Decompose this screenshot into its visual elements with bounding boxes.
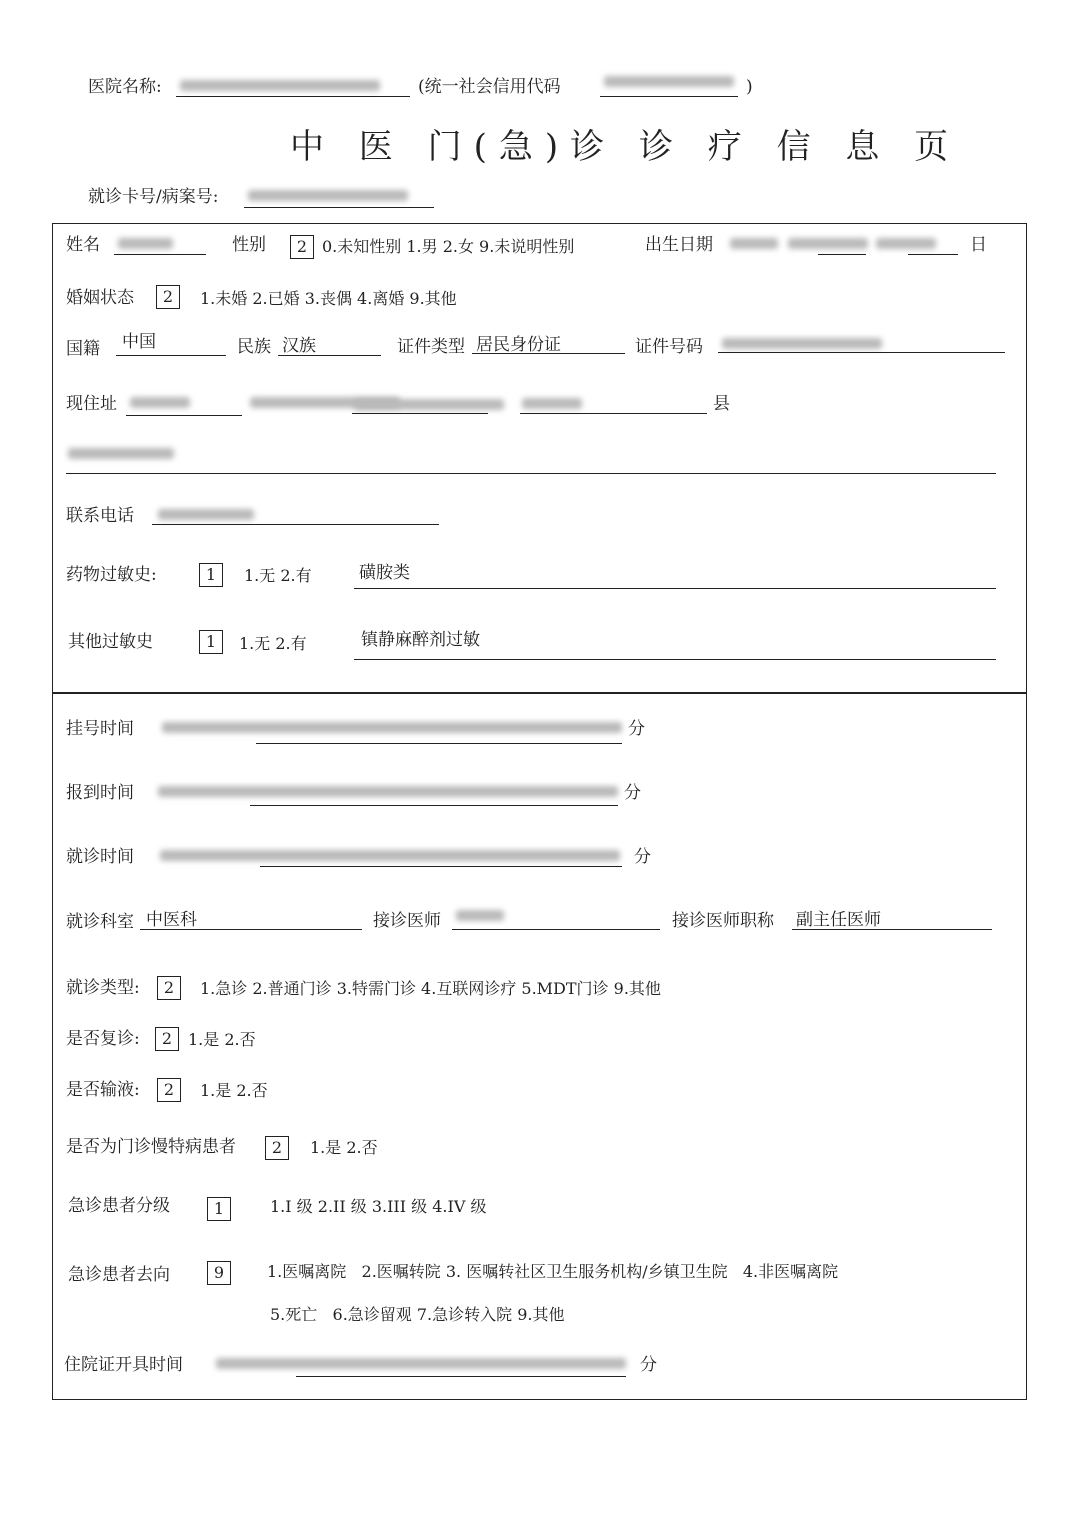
checkin-time-field[interactable] bbox=[250, 805, 618, 806]
drug-allergy-label: 药物过敏史: bbox=[66, 565, 157, 585]
visit-time-redacted bbox=[160, 850, 620, 861]
county-unit: 县 bbox=[713, 394, 730, 414]
birth-day-field[interactable] bbox=[908, 254, 958, 255]
name-field[interactable] bbox=[114, 254, 206, 255]
doctor-title-field[interactable] bbox=[792, 929, 992, 930]
card-number-field[interactable] bbox=[244, 207, 434, 208]
register-time-field[interactable] bbox=[256, 743, 622, 744]
phone-field[interactable] bbox=[152, 524, 439, 525]
admission-cert-time-field[interactable] bbox=[296, 1376, 626, 1377]
page-title: 中 医 门(急)诊 诊 疗 信 息 页 bbox=[290, 127, 961, 167]
gender-options: 0.未知性别 1.男 2.女 9.未说明性别 bbox=[322, 237, 575, 256]
revisit-options: 1.是 2.否 bbox=[188, 1030, 256, 1049]
address-label: 现住址 bbox=[66, 394, 117, 414]
admission-cert-time-minute: 分 bbox=[640, 1355, 657, 1375]
chronic-disease-label: 是否为门诊慢特病患者 bbox=[66, 1137, 236, 1157]
birth-day-unit: 日 bbox=[970, 235, 987, 255]
id-type-label: 证件类型 bbox=[397, 337, 465, 357]
birth-year-redacted bbox=[730, 238, 778, 249]
doctor-name-redacted bbox=[456, 910, 504, 921]
marital-status-options: 1.未婚 2.已婚 3.丧偶 4.离婚 9.其他 bbox=[200, 289, 457, 308]
other-allergy-checkbox[interactable]: 1 bbox=[199, 630, 223, 654]
doctor-title-label: 接诊医师职称 bbox=[672, 911, 774, 931]
chronic-disease-options: 1.是 2.否 bbox=[310, 1138, 378, 1157]
marital-status-checkbox[interactable]: 2 bbox=[156, 285, 180, 309]
drug-allergy-checkbox[interactable]: 1 bbox=[199, 563, 223, 587]
other-allergy-detail: 镇静麻醉剂过敏 bbox=[361, 630, 480, 650]
credit-code-label: (统一社会信用代码 bbox=[418, 77, 561, 97]
visit-type-options: 1.急诊 2.普通门诊 3.特需门诊 4.互联网诊疗 5.MDT门诊 9.其他 bbox=[200, 979, 661, 998]
birth-date-label: 出生日期 bbox=[645, 235, 713, 255]
ethnicity-label: 民族 bbox=[237, 337, 271, 357]
phone-redacted bbox=[158, 509, 254, 520]
revisit-label: 是否复诊: bbox=[66, 1029, 140, 1049]
hospital-name-redacted bbox=[180, 80, 380, 91]
admission-cert-time-label: 住院证开具时间 bbox=[64, 1355, 183, 1375]
department-value: 中医科 bbox=[146, 910, 197, 930]
er-destination-checkbox[interactable]: 9 bbox=[207, 1261, 231, 1285]
other-allergy-detail-field[interactable] bbox=[354, 659, 996, 660]
er-level-label: 急诊患者分级 bbox=[68, 1196, 170, 1216]
name-redacted bbox=[118, 238, 173, 249]
ethnicity-field[interactable] bbox=[278, 355, 381, 356]
other-allergy-label: 其他过敏史 bbox=[68, 632, 153, 652]
ethnicity-value: 汉族 bbox=[282, 336, 316, 356]
address-province-redacted bbox=[130, 397, 190, 408]
patient-info-section bbox=[52, 223, 1027, 694]
hospital-name-field[interactable] bbox=[176, 96, 410, 97]
drug-allergy-detail-field[interactable] bbox=[354, 588, 996, 589]
name-label: 姓名 bbox=[66, 235, 100, 255]
er-destination-options-line2: 5.死亡 6.急诊留观 7.急诊转入院 9.其他 bbox=[270, 1305, 565, 1324]
register-time-label: 挂号时间 bbox=[66, 719, 134, 739]
gender-label: 性别 bbox=[232, 235, 266, 255]
birth-month-field[interactable] bbox=[818, 254, 866, 255]
visit-time-minute: 分 bbox=[634, 847, 651, 867]
department-label: 就诊科室 bbox=[66, 912, 134, 932]
address-county-redacted bbox=[522, 398, 582, 409]
checkin-time-minute: 分 bbox=[624, 783, 641, 803]
checkin-time-redacted bbox=[158, 786, 618, 797]
address-district-redacted bbox=[354, 399, 504, 410]
visit-type-label: 就诊类型: bbox=[66, 978, 140, 998]
infusion-checkbox[interactable]: 2 bbox=[157, 1078, 181, 1102]
nationality-value: 中国 bbox=[122, 332, 156, 352]
address-province-field[interactable] bbox=[126, 415, 242, 416]
hospital-name-label: 医院名称: bbox=[88, 77, 162, 97]
register-time-redacted bbox=[162, 722, 622, 733]
address-detail-redacted bbox=[68, 448, 174, 459]
er-level-checkbox[interactable]: 1 bbox=[207, 1197, 231, 1221]
admission-cert-time-redacted bbox=[216, 1358, 626, 1369]
card-number-label: 就诊卡号/病案号: bbox=[88, 187, 219, 207]
credit-code-field[interactable] bbox=[600, 96, 738, 97]
birth-day-redacted bbox=[876, 238, 936, 249]
department-field[interactable] bbox=[140, 929, 362, 930]
visit-time-label: 就诊时间 bbox=[66, 847, 134, 867]
infusion-label: 是否输液: bbox=[66, 1080, 140, 1100]
revisit-checkbox[interactable]: 2 bbox=[155, 1027, 179, 1051]
marital-status-label: 婚姻状态 bbox=[66, 288, 134, 308]
drug-allergy-detail: 磺胺类 bbox=[359, 563, 410, 583]
drug-allergy-options: 1.无 2.有 bbox=[244, 566, 312, 585]
visit-time-field[interactable] bbox=[260, 866, 622, 867]
doctor-name-field[interactable] bbox=[452, 929, 660, 930]
id-type-value: 居民身份证 bbox=[476, 335, 561, 355]
nationality-field[interactable] bbox=[116, 355, 226, 356]
doctor-title-value: 副主任医师 bbox=[796, 910, 881, 930]
card-number-redacted bbox=[248, 190, 408, 201]
address-district-field[interactable] bbox=[352, 413, 488, 414]
doctor-label: 接诊医师 bbox=[373, 911, 441, 931]
id-type-field[interactable] bbox=[472, 353, 625, 354]
other-allergy-options: 1.无 2.有 bbox=[239, 634, 307, 653]
credit-code-close: ) bbox=[746, 77, 753, 97]
id-number-label: 证件号码 bbox=[635, 337, 703, 357]
credit-code-redacted bbox=[604, 76, 734, 87]
infusion-options: 1.是 2.否 bbox=[200, 1081, 268, 1100]
id-number-redacted bbox=[722, 338, 882, 349]
address-county-field[interactable] bbox=[520, 413, 707, 414]
id-number-field[interactable] bbox=[718, 352, 1005, 353]
checkin-time-label: 报到时间 bbox=[66, 783, 134, 803]
gender-checkbox[interactable]: 2 bbox=[290, 235, 314, 259]
er-level-options: 1.I 级 2.II 级 3.III 级 4.IV 级 bbox=[270, 1197, 487, 1216]
visit-type-checkbox[interactable]: 2 bbox=[157, 976, 181, 1000]
register-time-minute: 分 bbox=[628, 719, 645, 739]
chronic-disease-checkbox[interactable]: 2 bbox=[265, 1136, 289, 1160]
nationality-label: 国籍 bbox=[66, 339, 100, 359]
er-destination-options-line1: 1.医嘱离院 2.医嘱转院 3. 医嘱转社区卫生服务机构/乡镇卫生院 4.非医嘱离院 bbox=[267, 1262, 839, 1281]
er-destination-label: 急诊患者去向 bbox=[68, 1265, 170, 1285]
address-detail-field[interactable] bbox=[66, 473, 996, 474]
birth-month-redacted bbox=[788, 238, 868, 249]
phone-label: 联系电话 bbox=[66, 506, 134, 526]
